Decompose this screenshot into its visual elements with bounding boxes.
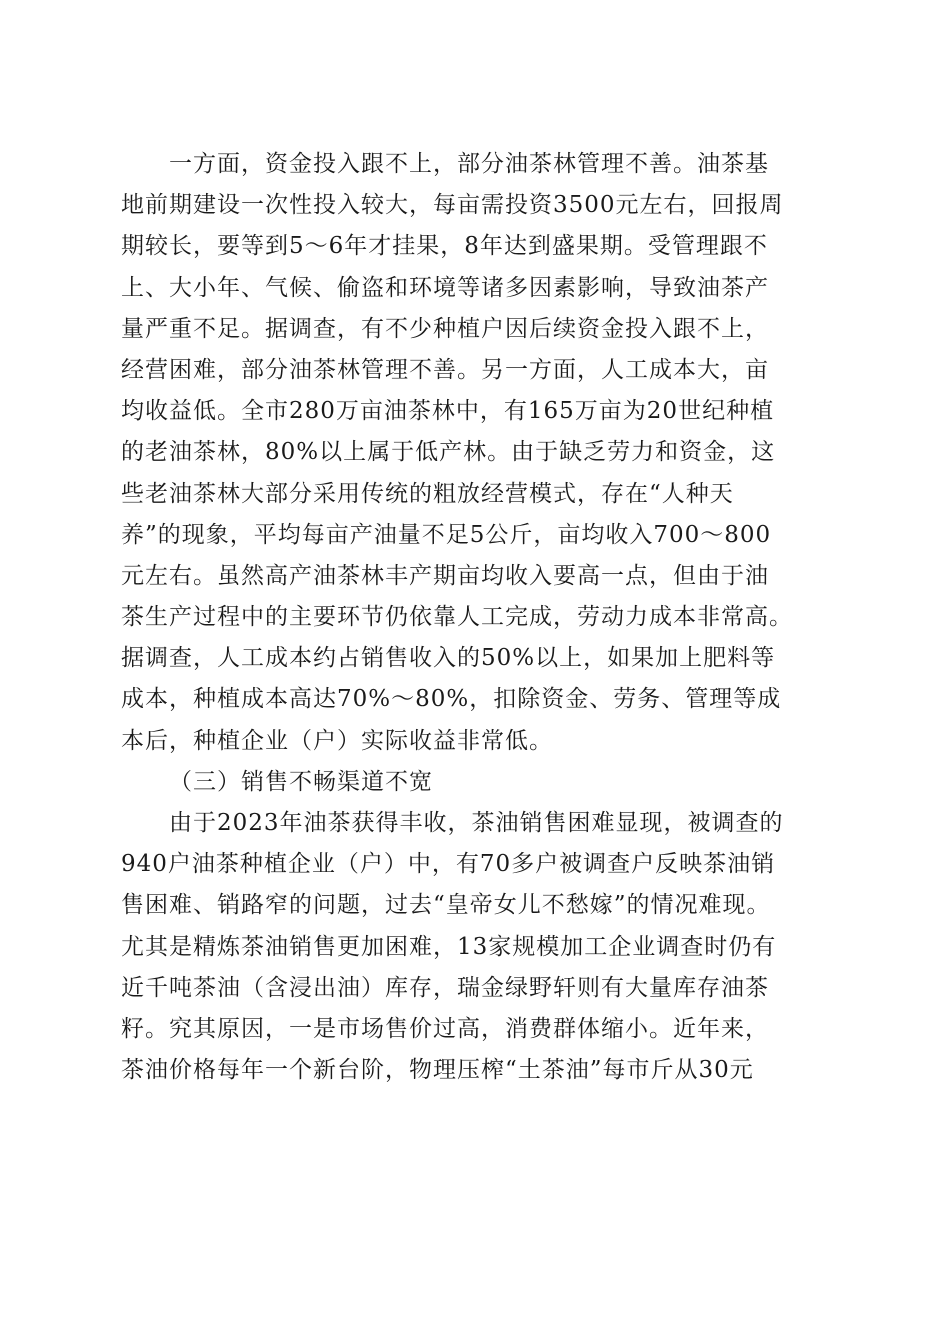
paragraph-line: 上、大小年、气候、偷盗和环境等诸多因素影响，导致油茶产: [121, 274, 769, 301]
paragraph-line: 尤其是精炼茶油销售更加困难，13家规模加工企业调查时仍有: [121, 933, 777, 960]
paragraph-line: 养”的现象，平均每亩产油量不足5公斤，亩均收入700～800: [121, 521, 772, 548]
paragraph-line: 成本，种植成本高达70%～80%，扣除资金、劳务、管理等成: [121, 686, 782, 713]
paragraph-line: 由于2023年油茶获得丰收，茶油销售困难显现，被调查的: [169, 810, 784, 836]
paragraph-line: 地前期建设一次性投入较大，每亩需投资3500元左右，回报周: [121, 192, 784, 219]
paragraph-line: 一方面，资金投入跟不上，部分油茶林管理不善。油茶基: [169, 151, 769, 177]
section-heading: （三）销售不畅渠道不宽: [169, 768, 433, 795]
paragraph-line: 期较长，要等到5～6年才挂果，8年达到盛果期。受管理跟不: [121, 233, 768, 260]
paragraph-line: 经营困难，部分油茶林管理不善。另一方面，人工成本大，亩: [121, 356, 769, 383]
paragraph-line: 售困难、销路窄的问题，过去“皇帝女儿不愁嫁”的情况难现。: [121, 892, 771, 919]
body-text: [121, 144, 831, 1091]
paragraph-line: 元左右。虽然高产油茶林丰产期亩均收入要高一点，但由于油: [121, 562, 769, 589]
paragraph-line: 茶生产过程中的主要环节仍依靠人工完成，劳动力成本非常高。: [121, 604, 793, 631]
paragraph-line: 940户油茶种植企业（户）中，有70多户被调查户反映茶油销: [121, 851, 776, 878]
paragraph-line: 的老油茶林，80%以上属于低产林。由于缺乏劳力和资金，这: [121, 439, 776, 466]
paragraph-line: 据调查，人工成本约占销售收入的50%以上，如果加上肥料等: [121, 645, 776, 672]
paragraph-line: 本后，种植企业（户）实际收益非常低。: [121, 727, 553, 754]
paragraph-line: 些老油茶林大部分采用传统的粗放经营模式，存在“人种天: [121, 480, 734, 507]
paragraph-line: 均收益低。全市280万亩油茶林中，有165万亩为20世纪种植: [121, 398, 775, 425]
paragraph-line: 近千吨茶油（含浸出油）库存，瑞金绿野轩则有大量库存油茶: [121, 974, 769, 1001]
paragraph-line: 籽。究其原因，一是市场售价过高，消费群体缩小。近年来，: [121, 1015, 769, 1042]
paragraph-line: 量严重不足。据调查，有不少种植户因后续资金投入跟不上，: [121, 315, 769, 342]
paragraph-line: 茶油价格每年一个新台阶，物理压榨“土茶油”每市斤从30元: [121, 1057, 754, 1084]
